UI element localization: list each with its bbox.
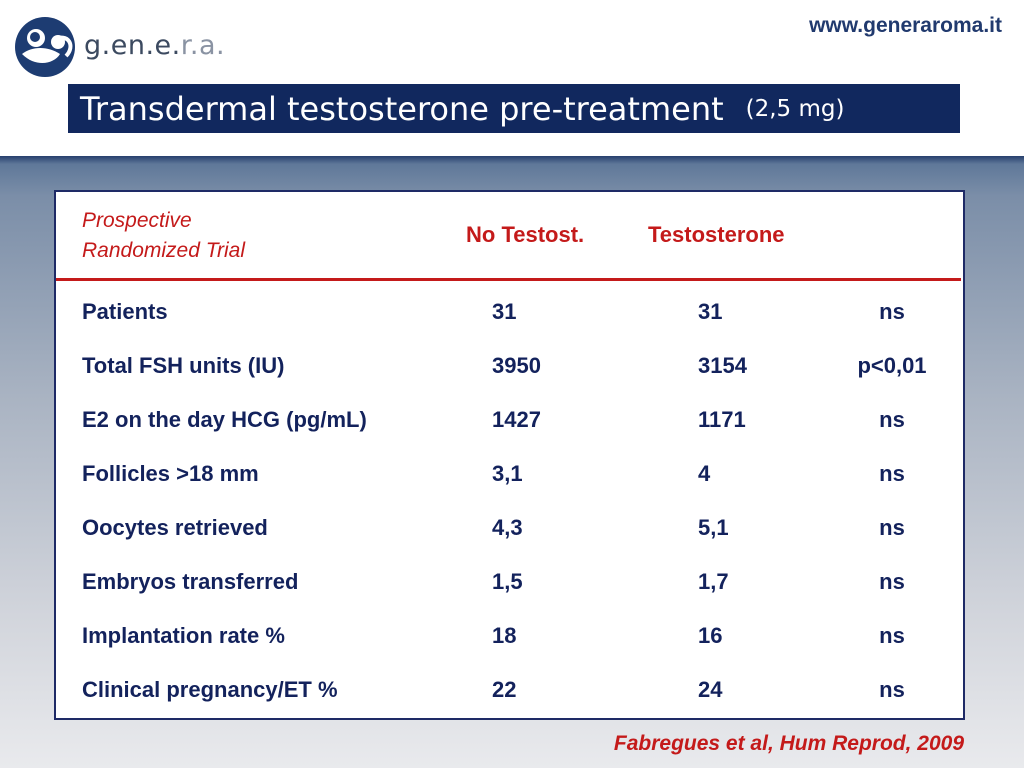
trial-label	[82, 206, 245, 266]
website-url: www.generaroma.it	[809, 14, 1002, 37]
value-significance: ns	[879, 299, 905, 324]
row-label: E2 on the day HCG (pg/mL)	[82, 407, 367, 432]
table-row	[56, 515, 961, 545]
value-testosterone: 16	[698, 623, 723, 648]
value-testosterone: 24	[698, 677, 723, 702]
slide-title-dose: (2,5 mg)	[745, 95, 845, 122]
table-row	[56, 353, 961, 383]
value-significance: ns	[879, 677, 905, 702]
value-testosterone: 4	[698, 461, 711, 486]
brand-gene: g.en.e.	[84, 30, 181, 61]
slide-title: Transdermal testosterone pre-treatment	[80, 89, 724, 128]
table-row	[56, 407, 961, 437]
value-significance: ns	[879, 569, 905, 594]
column-header-no-testost: No Testost.	[466, 222, 585, 247]
brand-ra: r.a.	[180, 30, 226, 61]
brand-name	[84, 30, 225, 61]
column-header-testosterone: Testosterone	[648, 222, 785, 247]
trial-label-line2: Randomized Trial	[82, 239, 246, 262]
row-label: Implantation rate %	[82, 623, 285, 648]
value-no-testost: 3950	[492, 353, 541, 378]
value-no-testost: 22	[492, 677, 517, 702]
title-bar	[68, 84, 960, 133]
row-label: Clinical pregnancy/ET %	[82, 677, 338, 702]
value-no-testost: 3,1	[492, 461, 523, 486]
row-label: Total FSH units (IU)	[82, 353, 285, 378]
results-table	[54, 190, 965, 720]
value-no-testost: 4,3	[492, 515, 523, 540]
value-no-testost: 31	[492, 299, 517, 324]
row-label: Follicles >18 mm	[82, 461, 259, 486]
value-testosterone: 3154	[698, 353, 747, 378]
row-label: Oocytes retrieved	[82, 515, 268, 540]
value-significance: ns	[879, 407, 905, 432]
value-no-testost: 18	[492, 623, 517, 648]
trial-label-line1: Prospective	[82, 209, 192, 232]
value-significance: p<0,01	[857, 353, 927, 378]
value-significance: ns	[879, 623, 905, 648]
header-divider	[56, 278, 961, 281]
value-significance: ns	[879, 461, 905, 486]
genera-logo-icon	[14, 16, 80, 78]
table-row	[56, 677, 961, 707]
row-label: Embryos transferred	[82, 569, 299, 594]
value-testosterone: 1,7	[698, 569, 729, 594]
table-row	[56, 461, 961, 491]
value-no-testost: 1427	[492, 407, 541, 432]
table-row	[56, 623, 961, 653]
row-label: Patients	[82, 299, 168, 324]
value-testosterone: 5,1	[698, 515, 729, 540]
value-testosterone: 1171	[698, 407, 746, 432]
table-row	[56, 299, 961, 329]
slide-header	[0, 0, 1024, 160]
value-significance: ns	[879, 515, 905, 540]
citation: Fabregues et al, Hum Reprod, 2009	[613, 732, 964, 755]
table-row	[56, 569, 961, 599]
value-testosterone: 31	[698, 299, 723, 324]
value-no-testost: 1,5	[492, 569, 523, 594]
